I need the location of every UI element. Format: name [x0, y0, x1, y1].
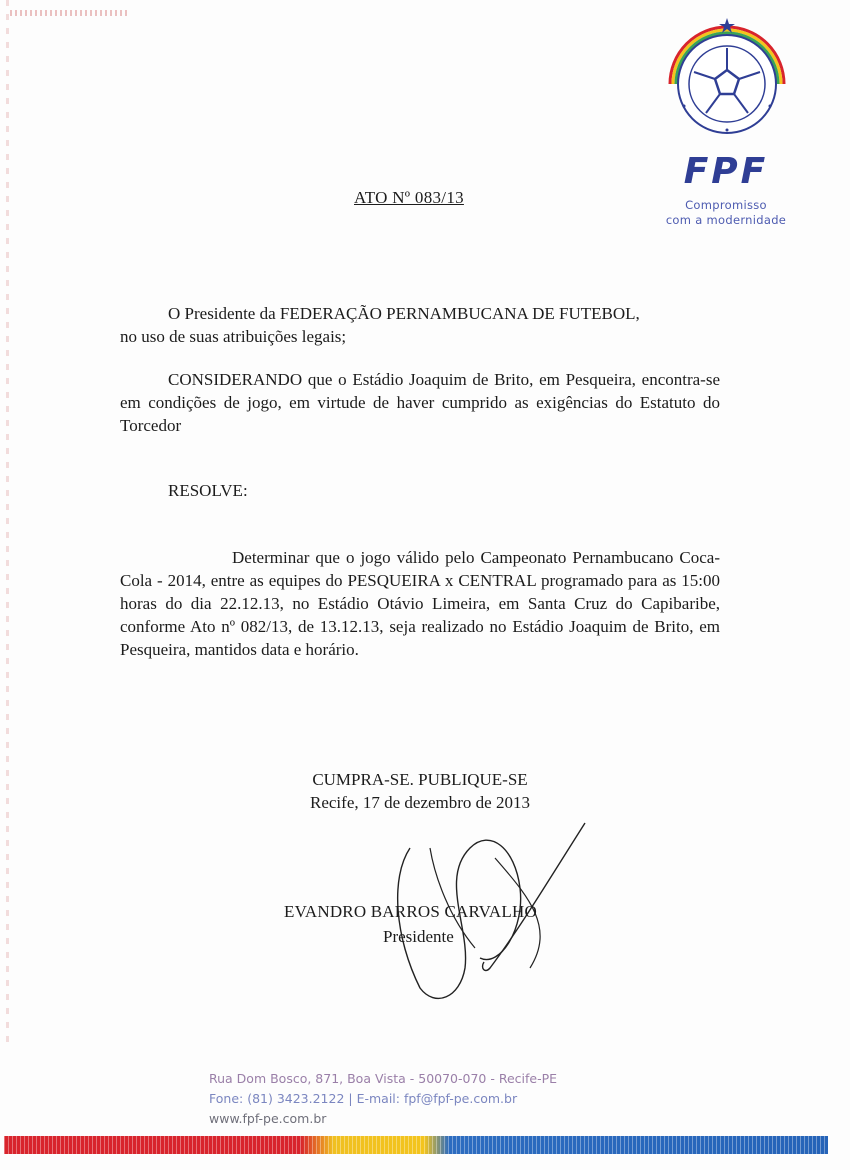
signer-role: Presidente: [383, 927, 454, 946]
signer-name: EVANDRO BARROS CARVALHO: [284, 902, 537, 921]
document-title: ATO Nº 083/13: [354, 188, 464, 207]
fpf-logo: [660, 14, 794, 227]
logo-acronym: FPF: [683, 151, 769, 192]
slogan-line-1: Compromisso: [685, 198, 767, 212]
resolve-heading: RESOLVE:: [168, 481, 248, 500]
paragraph-determinar: Determinar que o jogo válido pelo Campeonato Pernambucano Coca-Cola - 2014, entre as equipes do PESQUEIRA x CENTRAL programado para as 15:00 horas do dia 22.12.13, no Estádio Otávio Limeira, em Santa Cruz do Capibaribe, conforme Ato nº 082/13, de 13.12.13, seja realizado no Estádio Joaquim de Brito, em Pesqueira, mantidos data e horário.: [120, 548, 720, 659]
paragraph-considerando: CONSIDERANDO que o Estádio Joaquim de Brito, em Pesqueira, encontra-se em condições de jogo, em virtude de haver cumprido as exigências do Estatuto do Torcedor: [120, 370, 720, 435]
slogan-line-2: com a modernidade: [665, 213, 787, 227]
color-stripe-texture: [4, 1136, 828, 1154]
scan-top-artifact: [10, 10, 130, 16]
scan-edge-artifact: [6, 0, 9, 1050]
footer-website: www.fpf-pe.com.br: [209, 1111, 327, 1126]
soccer-ball-star-emblem-icon: [664, 14, 790, 146]
logo-slogan: [656, 198, 796, 228]
footer-address: Rua Dom Bosco, 871, Boa Vista - 50070-070 - Recife-PE: [209, 1071, 558, 1086]
footer-contact: [209, 1069, 557, 1129]
closing-line-2: Recife, 17 de dezembro de 2013: [310, 793, 530, 812]
paragraph-president: [120, 302, 720, 348]
paragraph-president-line-1: O Presidente da FEDERAÇÃO PERNAMBUCANA DE FUTEBOL,: [168, 304, 640, 323]
closing-line-1: CUMPRA-SE. PUBLIQUE-SE: [312, 770, 528, 789]
closing-block: [280, 768, 560, 814]
paragraph-president-line-2: no uso de suas atribuições legais;: [120, 327, 347, 346]
footer-phone-email: Fone: (81) 3423.2122 | E-mail: fpf@fpf-pe.com.br: [209, 1091, 518, 1106]
